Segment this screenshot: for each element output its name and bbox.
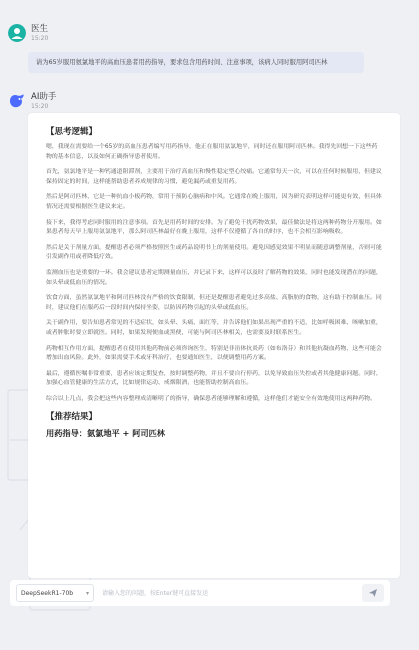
response-paragraph: 综合以上几点，我会把这些内容整理成清晰明了的指导，确保患者能够理解和遵循，这样他们才能安全有效地使用这两种药物。 — [46, 395, 376, 402]
response-paragraph: 然后是阿司匹林，它是一种抗血小板药物，常用于预防心脑病和中风。它通常在晚上服用，因为研究表明这样可能更有效，但具体情况还需要根据医生建议来定。 — [46, 194, 382, 210]
response-paragraph: 然后是关于剂量方面，提醒患者必须严格按照医生或药品说明书上的剂量使用。避免因感觉效果不明显而随意调整剂量，否则可能引发副作用或者降低疗效。 — [46, 244, 382, 261]
ai-logo-icon — [8, 92, 26, 110]
doctor-name: 医生 — [31, 24, 49, 34]
result-title: 用药指导：氨氯地平 + 阿司匹林 — [46, 428, 165, 439]
response-paragraph: 接下来，我得考虑同时服用的注意事项。首先是用药时间的安排。为了避免干扰药物效果，最佳做法是将这两种药物分开服用。如果患者每天早上服用氨氯地平，那么阿司匹林最好在晚上服用，这样不仅遵循了各自的时序，也不会相互影响吸收。 — [46, 219, 382, 236]
doctor-message-header — [8, 24, 48, 43]
response-paragraph: 最后，遵循医嘱非常重要，患者应该定期复查，按时调整药物，并且不要自行停药，以免导致血压失控或者其他健康问题。同时，加强心血管健康的生活方式，比如规律运动、戒烟限酒，也能帮助控制高血压。 — [46, 370, 382, 387]
section-title-logic: 【思考逻辑】 — [46, 127, 98, 137]
doctor-message-bubble: 请为65岁服用氨氯地平的高血压患者用药指导，要求包含用药时间、注意事项，该病人同时服用阿司匹林 — [28, 52, 364, 73]
assistant-time: 15:20 — [31, 103, 49, 110]
response-paragraph: 监测血压也是重要的一环。我会建议患者定期测量血压，并记录下来，这样可以及时了解药物的效果，同时也能发现潜在的问题，如头晕或低血压的情况。 — [46, 269, 382, 286]
doctor-time: 15:20 — [31, 35, 49, 42]
response-paragraph: 饮食方面，虽然氨氯地平和阿司匹林没有严格的饮食限制，但还是提醒患者避免过多高盐、高脂肪的食物，这有助于控制血压。同时，建议他们在服药后一段时间内保持坐姿，以防因药物引起的头晕或低血压。 — [46, 295, 382, 311]
message-input[interactable] — [100, 583, 362, 603]
assistant-response-panel — [28, 113, 400, 578]
response-paragraph: 关于副作用，要告知患者常见的不适症状，如头晕、头痛、面红等，并告诉他们如果出现严重的不适，比如呼吸困难、咳嗽加重，或者肿胀时要立即就医。同时，如果发现便血或黑便，可能与阿司匹林相关，也需要及时联系医生。 — [46, 320, 382, 336]
section-title-result: 【推荐结果】 — [46, 412, 98, 423]
assistant-name: AI助手 — [31, 92, 57, 102]
doctor-avatar-icon — [8, 24, 26, 42]
response-paragraph: 首先，氨氯地平是一种钙通道阻滞剂，主要用于治疗高血压和慢性稳定型心绞痛。它通常每天一次，可以在任何时候服用，但建议保持固定的时间，这样能帮助患者养成规律的习惯，避免漏药或重复用药。 — [46, 169, 382, 185]
model-select-value: DeepSeekR1-70b — [21, 589, 74, 597]
assistant-message-header — [8, 92, 56, 111]
response-paragraph: 嗯，我现在需要给一个65岁的高血压患者编写用药指导，他正在服用氨氯地平，同时还在服用阿司匹林。我得先回想一下这些药物的基本信息，以及如何正确指导患者使用。 — [46, 144, 378, 160]
chat-input-bar — [10, 580, 390, 606]
chevron-down-icon: ▾ — [85, 589, 89, 597]
response-paragraph: 药物相互作用方面，提醒患者在使用其他药物前必须咨询医生，特别是非甾体抗炎药（如布洛芬）和其他抗凝血药物，这些可能会增加出血风险。此外，如果需要手术或牙科治疗，也要通知医生，以便调整用药方案。 — [46, 345, 382, 362]
send-button[interactable] — [362, 584, 384, 602]
send-icon — [368, 588, 378, 598]
model-select[interactable] — [16, 584, 94, 602]
